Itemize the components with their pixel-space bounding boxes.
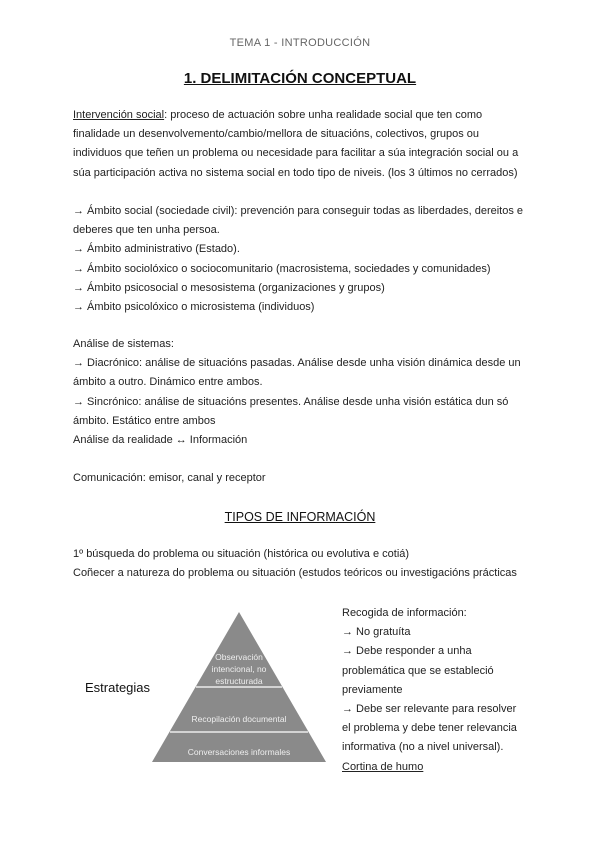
sistemas-line: Análise de sistemas: xyxy=(73,338,174,350)
recogida-line: informativa (no a nivel universal). xyxy=(342,741,504,754)
sistemas-line: → Diacrónico: análise de situacións pasadas. Análise desde unha visión dinámica desde un xyxy=(73,357,521,370)
ambito-line: → Ámbito psicosocial o mesosistema (organizaciones y grupos) xyxy=(73,281,385,294)
intervencion-line: : proceso de actuación sobre unha realidade social que ten como xyxy=(164,109,483,121)
ambito-line: deberes que ten unha persoa. xyxy=(73,224,220,237)
sistemas-line: Análise da realidade ↔ Información xyxy=(73,434,248,447)
sistemas-line: → Sincrónico: análise de situacións presentes. Análise desde unha visión estática dun só xyxy=(73,395,509,408)
recogida-line: → Debe responder a unha xyxy=(342,645,472,658)
intervencion-term: Intervención social xyxy=(73,109,165,121)
pyramid-top-label: intencional, no xyxy=(211,664,267,674)
intervencion-line: finalidade un desenvolvemento/cambio/mellora de situacións, colectivos, grupos ou xyxy=(73,128,480,141)
sistemas-line: ámbito a outro. Dinámico entre ambos. xyxy=(73,376,263,389)
estrategias-label: Estrategias xyxy=(85,680,151,695)
recogida-line: → Debe ser relevante para resolver xyxy=(342,703,517,716)
ambito-line: → Ámbito psicolóxico o microsistema (individuos) xyxy=(73,301,315,314)
sistemas-section xyxy=(73,335,533,450)
pyramid-top-label: Observación xyxy=(215,652,263,662)
ambitos-list xyxy=(73,202,533,317)
pyramid-top-label: estructurada xyxy=(215,676,263,686)
recogida-line: el problema y debe tener relevancia xyxy=(342,722,517,735)
recogida-line: Recogida de información: xyxy=(342,607,467,619)
recogida-line: previamente xyxy=(342,683,403,696)
recogida-section xyxy=(342,604,542,777)
recogida-line: problemática que se estableció xyxy=(342,664,494,677)
sistemas-line: ámbito. Estático entre ambos xyxy=(73,414,216,427)
pyramid-bottom-label: Conversaciones informales xyxy=(187,747,291,757)
cortina-de-humo: Cortina de humo xyxy=(342,760,424,773)
intervencion-line: individuos que teñen un problema ou necesidade para facilitar a súa integración social ou a xyxy=(73,147,519,160)
intervencion-paragraph xyxy=(73,106,533,183)
page-title: 1. DELIMITACIÓN CONCEPTUAL xyxy=(183,70,417,87)
page-header: TEMA 1 - INTRODUCCIÓN xyxy=(229,37,371,49)
pyramid-middle-label: Recopilación documental xyxy=(191,714,287,724)
section-subtitle: TIPOS DE INFORMACIÓN xyxy=(224,510,376,524)
busqueda-line: 1º búsqueda do problema ou situación (histórica ou evolutiva e cotiá) xyxy=(73,548,410,560)
recogida-line: → No gratuíta xyxy=(342,626,411,639)
ambito-line: → Ámbito sociolóxico o sociocomunitario (macrosistema, sociedades y comunidades) xyxy=(73,262,491,275)
strategy-pyramid xyxy=(150,610,328,765)
ambito-line: → Ámbito social (sociedade civil): prevención para conseguir todas as liberdades, dereitos e xyxy=(73,205,524,217)
comunicacion-line: Comunicación: emisor, canal y receptor xyxy=(73,472,266,484)
busqueda-line: Coñecer a natureza do problema ou situación (estudos teóricos ou investigacións prácticas xyxy=(73,567,517,580)
busqueda-section xyxy=(73,545,543,583)
intervencion-line: súa participación activa no sistema social en todo tipo de niveis. (los 3 últimos no cerrados) xyxy=(73,166,518,179)
ambito-line: → Ámbito administrativo (Estado). xyxy=(73,243,240,256)
